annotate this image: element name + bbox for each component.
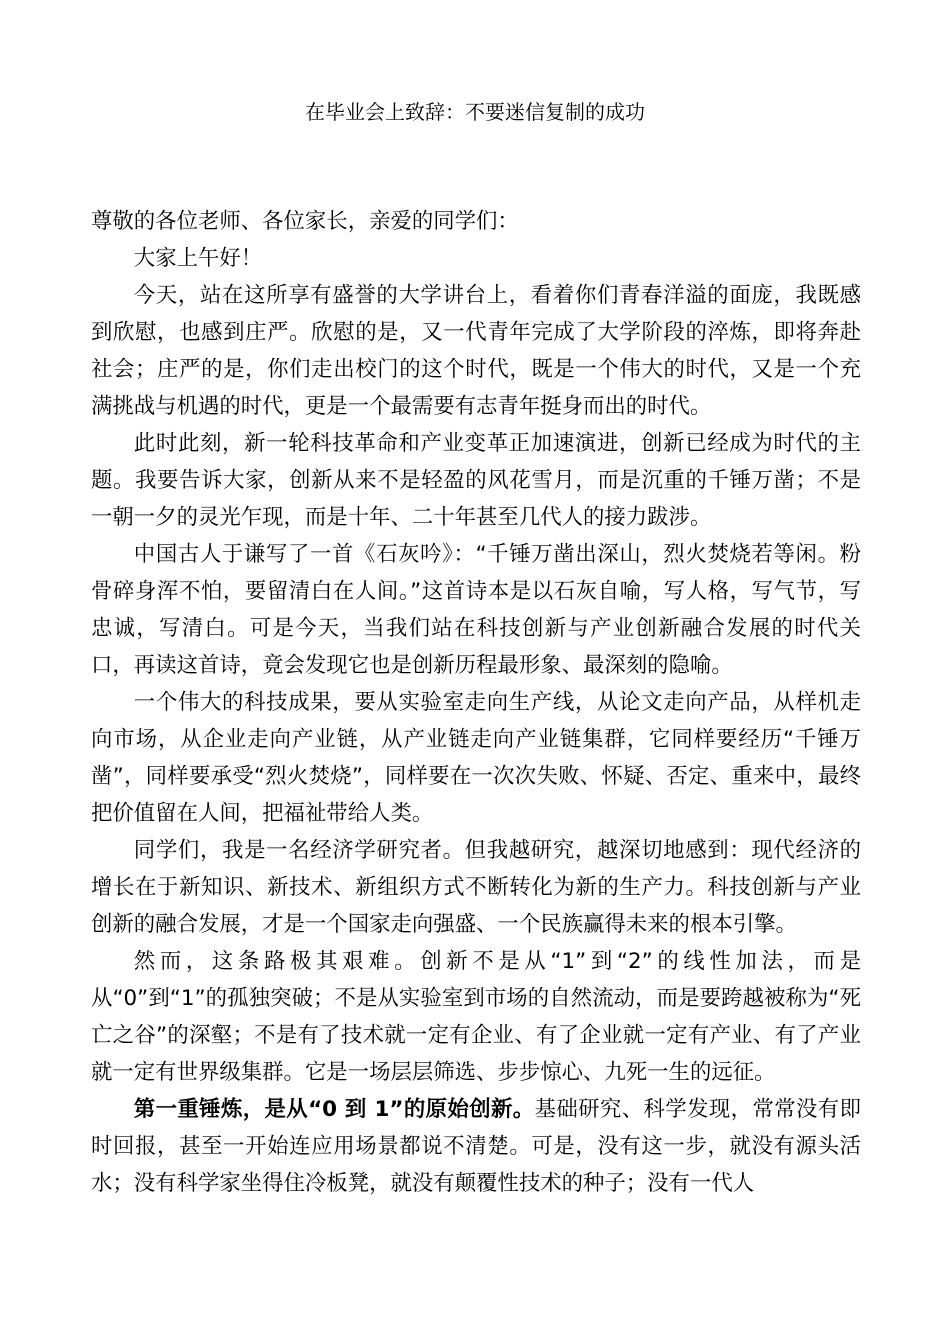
paragraph — [91, 1091, 861, 1202]
document-title: 在毕业会上致辞：不要迷信复制的成功 — [305, 100, 645, 124]
greeting: 大家上午好！ — [133, 246, 263, 271]
paragraph: 同学们，我是一名经济学研究者。但我越研究，越深切地感到：现代经济的增长在于新知识、新技术、新组织方式不断转化为新的生产力。科技创新与产业创新的融合发展，才是一个国家走向强盛、一个民族赢得未来的根本引擎。 — [91, 838, 861, 937]
paragraph: 此时此刻，新一轮科技革命和产业变革正加速演进，创新已经成为时代的主题。我要告诉大家，创新从来不是轻盈的风花雪月，而是沉重的千锤万凿；不是一朝一夕的灵光乍现，而是十年、二十年甚至几代人的接力跋涉。 — [91, 431, 861, 530]
document-body — [91, 203, 861, 1202]
salutation: 尊敬的各位老师、各位家长，亲爱的同学们： — [91, 209, 519, 234]
paragraph-text: 基础研究、科学发现，常常没有即时回报，甚至一开始连应用场景都说不清楚。可是，没有这一步，就没有源头活水；没有科学家坐得住冷板凳，就没有颠覆性技术的种子；没有一代人 — [91, 1097, 861, 1196]
paragraph: 一个伟大的科技成果，要从实验室走向生产线，从论文走向产品，从样机走向市场，从企业走向产业链，从产业链走向产业链集群，它同样要经历“千锤万凿”，同样要承受“烈火焚烧”，同样要在一次次失败、怀疑、否定、重来中，最终把价值留在人间，把福祉带给人类。 — [91, 690, 861, 826]
paragraph: 今天，站在这所享有盛誉的大学讲台上，看着你们青春洋溢的面庞，我既感到欣慰，也感到庄严。欣慰的是，又一代青年完成了大学阶段的淬炼，即将奔赴社会；庄严的是，你们走出校门的这个时代，既是一个伟大的时代，又是一个充满挑战与机遇的时代，更是一个最需要有志青年挺身而出的时代。 — [91, 283, 861, 419]
paragraph-lead: 第一重锤炼，是从“0 到 1”的原始创新。 — [133, 1097, 535, 1122]
paragraph: 中国古人于谦写了一首《石灰吟》：“千锤万凿出深山，烈火焚烧若等闲。粉骨碎身浑不怕，要留清白在人间。”这首诗本是以石灰自喻，写人格，写气节，写忠诚，写清白。可是今天，当我们站在科技创新与产业创新融合发展的时代关口，再读这首诗，竟会发现它也是创新历程最形象、最深刻的隐喻。 — [91, 542, 861, 678]
paragraph: 然而，这条路极其艰难。创新不是从“1”到“2”的线性加法，而是从“0”到“1”的孤独突破；不是从实验室到市场的自然流动，而是要跨越被称为“死亡之谷”的深壑；不是有了技术就一定有企业、有了企业就一定有产业、有了产业就一定有世界级集群。它是一场层层筛选、步步惊心、九死一生的远征。 — [91, 949, 861, 1085]
